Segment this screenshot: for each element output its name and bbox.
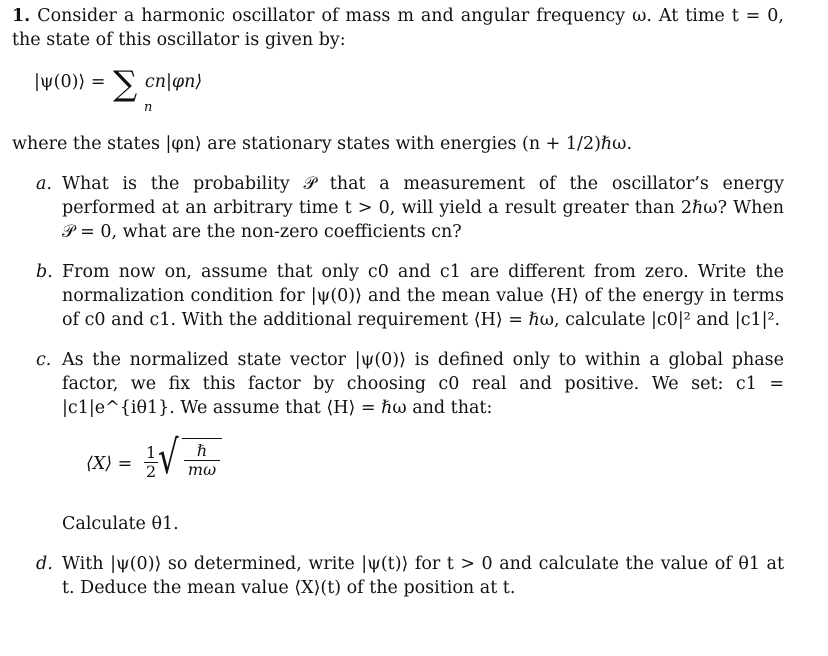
- problem-page: [12, 4, 784, 600]
- position-equation-lhs: ⟨X⟩ =: [86, 454, 133, 474]
- half-fraction: [144, 444, 158, 481]
- part-b-text: From now on, assume that only c0 and c1 are different from zero. Write the normalization condition for |ψ(0)⟩ and the mean value ⟨H⟩ of the energy in terms of c0 and c1. With the additional requirement ⟨H⟩ = ℏω, calculate |c0|² and |c1|².: [62, 262, 784, 330]
- part-a: [12, 172, 784, 244]
- state-equation-lhs: |ψ(0)⟩ =: [34, 72, 106, 92]
- part-b-label: b.: [36, 262, 53, 282]
- part-c: [12, 348, 784, 536]
- sqrt-symbol: √: [158, 430, 179, 484]
- part-d-text: With |ψ(0)⟩ so determined, write |ψ(t)⟩ for t > 0 and calculate the value of θ1 at t. Deduce the mean value ⟨X⟩(t) of the position at t.: [62, 554, 784, 598]
- half-fraction-numerator: 1: [146, 443, 157, 462]
- part-c-text: As the normalized state vector |ψ(0)⟩ is defined only to within a global phase factor, we fix this factor by choosing c0 real and positive. We set: c1 = |c1|e^{iθ1}. We assume that ⟨H⟩ = ℏω and that:: [62, 350, 784, 418]
- sqrt-overline: [182, 438, 222, 439]
- state-equation-rhs: cn|φn⟩: [144, 72, 203, 92]
- sqrt-fraction-denominator: mω: [184, 460, 220, 479]
- part-d: [12, 552, 784, 600]
- problem-intro: [12, 4, 784, 52]
- part-c-label: c.: [36, 350, 52, 370]
- sum-index: n: [144, 100, 153, 115]
- sqrt-fraction-numerator: ℏ: [196, 441, 208, 460]
- sqrt-fraction: [184, 442, 220, 479]
- state-equation: [34, 62, 784, 124]
- where-text: where the states |φn⟩ are stationary states with energies (n + 1/2)ℏω.: [12, 134, 633, 154]
- problem-number: 1.: [12, 6, 31, 26]
- part-c-calculate: Calculate θ1.: [62, 514, 179, 534]
- sum-symbol: ∑: [113, 64, 138, 104]
- half-fraction-denominator: 2: [146, 462, 157, 481]
- part-d-label: d.: [36, 554, 53, 574]
- part-a-text: What is the probability 𝒫 that a measurement of the oscillator’s energy performed at an arbitrary time t > 0, will yield a result greater than 2ℏω? When 𝒫 = 0, what are the non-zero coefficients cn?: [62, 174, 784, 242]
- part-a-label: a.: [36, 174, 52, 194]
- intro-text: Consider a harmonic oscillator of mass m and angular frequency ω. At time t = 0, the state of this oscillator is given by:: [12, 6, 784, 50]
- position-equation: [86, 432, 784, 504]
- part-b: [12, 260, 784, 332]
